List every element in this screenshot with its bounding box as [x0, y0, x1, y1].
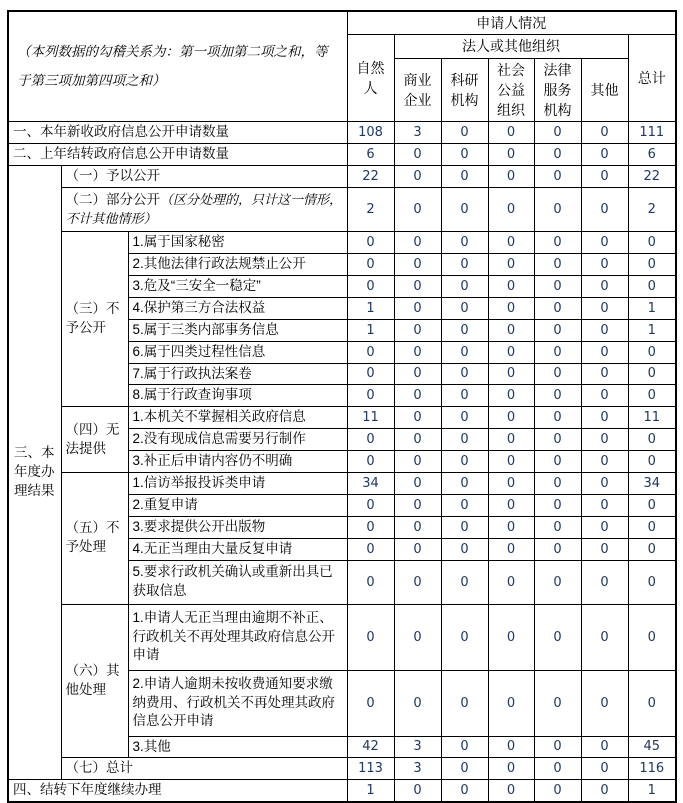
value-cell: 0 [441, 538, 488, 560]
value-cell: 0 [347, 516, 394, 538]
row-label: 1.申请人无正当理由逾期不补正、行政机关不再处理其政府信息公开申请 [128, 604, 347, 670]
value-cell: 0 [347, 494, 394, 516]
value-cell: 0 [628, 275, 676, 297]
value-cell: 0 [394, 363, 441, 385]
value-cell: 0 [581, 122, 628, 144]
value-cell: 0 [394, 670, 441, 736]
value-cell: 0 [488, 604, 534, 670]
value-cell: 0 [488, 122, 534, 144]
row-label: 4.保护第三方合法权益 [128, 297, 347, 319]
table-row-partially-disclosed [8, 188, 676, 232]
value-cell: 1 [347, 297, 394, 319]
value-cell: 6 [628, 144, 676, 166]
value-cell: 0 [534, 560, 581, 604]
value-cell: 0 [581, 144, 628, 166]
header-col-other: 其他 [581, 58, 628, 122]
value-cell: 0 [394, 429, 441, 451]
row-label: 1.信访举报投诉类申请 [128, 472, 347, 494]
value-cell: 0 [628, 385, 676, 407]
value-cell: 0 [347, 560, 394, 604]
header-legal-or-other-org: 法人或其他组织 [394, 35, 628, 58]
value-cell: 0 [534, 144, 581, 166]
value-cell: 0 [534, 254, 581, 276]
value-cell: 0 [347, 538, 394, 560]
table-row [8, 407, 676, 429]
value-cell: 22 [347, 166, 394, 188]
value-cell: 0 [534, 363, 581, 385]
value-cell: 0 [441, 254, 488, 276]
value-cell: 0 [628, 254, 676, 276]
value-cell: 0 [581, 297, 628, 319]
value-cell: 0 [534, 275, 581, 297]
value-cell: 0 [394, 472, 441, 494]
value-cell: 0 [534, 758, 581, 780]
value-cell: 2 [628, 188, 676, 232]
value-cell: 0 [441, 188, 488, 232]
value-cell: 0 [581, 341, 628, 363]
value-cell: 0 [581, 232, 628, 254]
value-cell: 0 [441, 297, 488, 319]
value-cell: 0 [347, 341, 394, 363]
value-cell: 0 [534, 319, 581, 341]
value-cell: 0 [394, 188, 441, 232]
value-cell: 0 [628, 429, 676, 451]
value-cell: 2 [347, 188, 394, 232]
value-cell: 0 [488, 341, 534, 363]
row-label: 8.属于行政查询事项 [128, 385, 347, 407]
value-cell: 3 [394, 758, 441, 780]
value-cell: 0 [441, 166, 488, 188]
value-cell: 0 [534, 451, 581, 473]
value-cell: 0 [534, 516, 581, 538]
value-cell: 113 [347, 758, 394, 780]
value-cell: 0 [347, 275, 394, 297]
header-col-total: 总计 [628, 35, 676, 122]
value-cell: 3 [394, 736, 441, 758]
value-cell: 0 [581, 670, 628, 736]
value-cell: 0 [534, 188, 581, 232]
value-cell: 0 [347, 429, 394, 451]
table-row-new-received [8, 122, 676, 144]
row-label: 四、结转下年度继续办理 [8, 780, 347, 802]
header-col-research: 科研机构 [441, 58, 488, 122]
value-cell: 116 [628, 758, 676, 780]
row-label: 1.本机关不掌握相关政府信息 [128, 407, 347, 429]
value-cell: 0 [441, 472, 488, 494]
value-cell: 0 [441, 363, 488, 385]
value-cell: 0 [534, 494, 581, 516]
header-col-natural-person: 自然人 [347, 35, 394, 122]
value-cell: 0 [581, 166, 628, 188]
value-cell: 0 [394, 494, 441, 516]
value-cell: 0 [581, 516, 628, 538]
value-cell: 0 [441, 429, 488, 451]
value-cell: 0 [581, 385, 628, 407]
value-cell: 0 [581, 407, 628, 429]
row-label-note: （区分处理的，只计这一情形，不计其他情形） [65, 191, 343, 226]
value-cell: 6 [347, 144, 394, 166]
row-label: 4.无正当理由大量反复申请 [128, 538, 347, 560]
value-cell: 0 [581, 560, 628, 604]
group-label-not-processed: （五）不予处理 [61, 472, 128, 604]
table-row-carry-to-next-year [8, 780, 676, 802]
value-cell: 0 [488, 254, 534, 276]
value-cell: 0 [534, 429, 581, 451]
table-row [8, 232, 676, 254]
value-cell: 0 [347, 385, 394, 407]
value-cell: 0 [488, 758, 534, 780]
value-cell: 0 [628, 560, 676, 604]
value-cell: 0 [488, 516, 534, 538]
value-cell: 0 [534, 122, 581, 144]
value-cell: 0 [488, 494, 534, 516]
value-cell: 0 [394, 232, 441, 254]
value-cell: 0 [628, 341, 676, 363]
value-cell: 1 [347, 319, 394, 341]
value-cell: 0 [488, 670, 534, 736]
row-label: 3.危及“三安全一稳定” [128, 275, 347, 297]
value-cell: 0 [534, 780, 581, 802]
value-cell: 0 [581, 319, 628, 341]
value-cell: 0 [581, 451, 628, 473]
value-cell: 0 [488, 275, 534, 297]
value-cell: 0 [488, 429, 534, 451]
value-cell: 11 [628, 407, 676, 429]
gov-info-disclosure-table [7, 10, 677, 803]
value-cell: 0 [534, 736, 581, 758]
value-cell: 0 [628, 604, 676, 670]
value-cell: 45 [628, 736, 676, 758]
value-cell: 0 [488, 560, 534, 604]
value-cell: 0 [488, 407, 534, 429]
value-cell: 0 [394, 516, 441, 538]
row-label: （一）予以公开 [61, 166, 347, 188]
value-cell: 0 [534, 166, 581, 188]
value-cell: 0 [581, 758, 628, 780]
value-cell: 0 [488, 472, 534, 494]
value-cell: 108 [347, 122, 394, 144]
value-cell: 0 [394, 560, 441, 604]
value-cell: 0 [581, 494, 628, 516]
value-cell: 0 [488, 297, 534, 319]
value-cell: 0 [441, 758, 488, 780]
value-cell: 0 [488, 144, 534, 166]
row-label: 3.要求提供公开出版物 [128, 516, 347, 538]
value-cell: 0 [394, 297, 441, 319]
value-cell: 42 [347, 736, 394, 758]
row-label: 6.属于四类过程性信息 [128, 341, 347, 363]
row-label-main: （二）部分公开 [65, 191, 160, 207]
value-cell: 0 [441, 780, 488, 802]
row-label: 7.属于行政执法案卷 [128, 363, 347, 385]
value-cell: 11 [347, 407, 394, 429]
value-cell: 0 [581, 538, 628, 560]
value-cell: 0 [347, 363, 394, 385]
table-row-disclosed [8, 166, 676, 188]
value-cell: 0 [581, 472, 628, 494]
value-cell: 0 [534, 604, 581, 670]
value-cell: 34 [628, 472, 676, 494]
row-label: 3.其他 [128, 736, 347, 758]
value-cell: 0 [347, 254, 394, 276]
header-col-social-org: 社会公益组织 [488, 58, 534, 122]
value-cell: 0 [581, 275, 628, 297]
value-cell: 0 [628, 494, 676, 516]
table-row-carried-over [8, 144, 676, 166]
value-cell: 0 [534, 297, 581, 319]
table-row [8, 472, 676, 494]
group-label-other-handling: （六）其他处理 [61, 604, 128, 758]
value-cell: 0 [394, 341, 441, 363]
row-label [61, 188, 347, 232]
value-cell: 0 [534, 232, 581, 254]
row-label: 2.没有现成信息需要另行制作 [128, 429, 347, 451]
value-cell: 0 [488, 232, 534, 254]
header-applicant-status: 申请人情况 [347, 11, 676, 35]
value-cell: 3 [394, 122, 441, 144]
value-cell: 0 [581, 363, 628, 385]
row-label: 3.补正后申请内容仍不明确 [128, 451, 347, 473]
value-cell: 0 [488, 166, 534, 188]
header-col-legal-service: 法律服务机构 [534, 58, 581, 122]
value-cell: 0 [628, 516, 676, 538]
value-cell: 0 [488, 363, 534, 385]
value-cell: 0 [394, 407, 441, 429]
value-cell: 0 [628, 538, 676, 560]
value-cell: 0 [488, 451, 534, 473]
value-cell: 0 [394, 780, 441, 802]
row-label: 2.其他法律行政法规禁止公开 [128, 254, 347, 276]
value-cell: 0 [534, 538, 581, 560]
value-cell: 0 [441, 407, 488, 429]
row-label: （七）总计 [61, 758, 347, 780]
value-cell: 0 [394, 385, 441, 407]
value-cell: 0 [581, 736, 628, 758]
row-label: 二、上年结转政府信息公开申请数量 [8, 144, 347, 166]
row-label: 5.属于三类内部事务信息 [128, 319, 347, 341]
value-cell: 0 [488, 188, 534, 232]
value-cell: 0 [441, 451, 488, 473]
row-label: 2.重复申请 [128, 494, 347, 516]
value-cell: 0 [347, 451, 394, 473]
row-label: 一、本年新收政府信息公开申请数量 [8, 122, 347, 144]
value-cell: 0 [628, 670, 676, 736]
value-cell: 0 [441, 516, 488, 538]
value-cell: 0 [534, 472, 581, 494]
value-cell: 0 [488, 780, 534, 802]
group-label-unable-to-provide: （四）无法提供 [61, 407, 128, 473]
value-cell: 0 [534, 385, 581, 407]
value-cell: 0 [628, 451, 676, 473]
value-cell: 0 [394, 319, 441, 341]
value-cell: 0 [394, 604, 441, 670]
value-cell: 0 [394, 166, 441, 188]
value-cell: 0 [441, 144, 488, 166]
table-row [8, 604, 676, 670]
value-cell: 1 [347, 780, 394, 802]
row-label: 1.属于国家秘密 [128, 232, 347, 254]
value-cell: 0 [534, 407, 581, 429]
value-cell: 0 [581, 604, 628, 670]
value-cell: 0 [628, 363, 676, 385]
value-cell: 0 [441, 494, 488, 516]
table-row-subtotal [8, 758, 676, 780]
value-cell: 0 [581, 254, 628, 276]
value-cell: 0 [394, 275, 441, 297]
value-cell: 0 [534, 670, 581, 736]
value-cell: 0 [441, 341, 488, 363]
value-cell: 0 [347, 670, 394, 736]
value-cell: 0 [394, 538, 441, 560]
header-col-business: 商业企业 [394, 58, 441, 122]
value-cell: 34 [347, 472, 394, 494]
value-cell: 1 [628, 297, 676, 319]
value-cell: 0 [347, 232, 394, 254]
value-cell: 0 [581, 188, 628, 232]
value-cell: 1 [628, 319, 676, 341]
row-label: 5.要求行政机关确认或重新出具已获取信息 [128, 560, 347, 604]
value-cell: 0 [534, 341, 581, 363]
value-cell: 0 [441, 385, 488, 407]
value-cell: 0 [441, 122, 488, 144]
row-label: 2.申请人逾期未按收费通知要求缴纳费用、行政机关不再处理其政府信息公开申请 [128, 670, 347, 736]
value-cell: 111 [628, 122, 676, 144]
value-cell: 0 [394, 451, 441, 473]
header-row-1 [8, 11, 676, 35]
value-cell: 0 [441, 736, 488, 758]
value-cell: 0 [394, 254, 441, 276]
value-cell: 0 [488, 319, 534, 341]
group-label-not-disclosed: （三）不予公开 [61, 232, 128, 407]
value-cell: 0 [441, 275, 488, 297]
value-cell: 0 [441, 604, 488, 670]
value-cell: 0 [441, 670, 488, 736]
value-cell: 0 [441, 319, 488, 341]
value-cell: 0 [394, 144, 441, 166]
value-cell: 0 [581, 429, 628, 451]
value-cell: 0 [488, 538, 534, 560]
section-label-year-results: 三、本年度办理结果 [8, 166, 61, 780]
value-cell: 1 [628, 780, 676, 802]
value-cell: 0 [347, 604, 394, 670]
corner-note: （本列数据的勾稽关系为：第一项加第二项之和，等于第三项加第四项之和） [8, 11, 347, 122]
value-cell: 22 [628, 166, 676, 188]
value-cell: 0 [441, 232, 488, 254]
value-cell: 0 [488, 736, 534, 758]
value-cell: 0 [581, 780, 628, 802]
value-cell: 0 [488, 385, 534, 407]
value-cell: 0 [628, 232, 676, 254]
value-cell: 0 [441, 560, 488, 604]
